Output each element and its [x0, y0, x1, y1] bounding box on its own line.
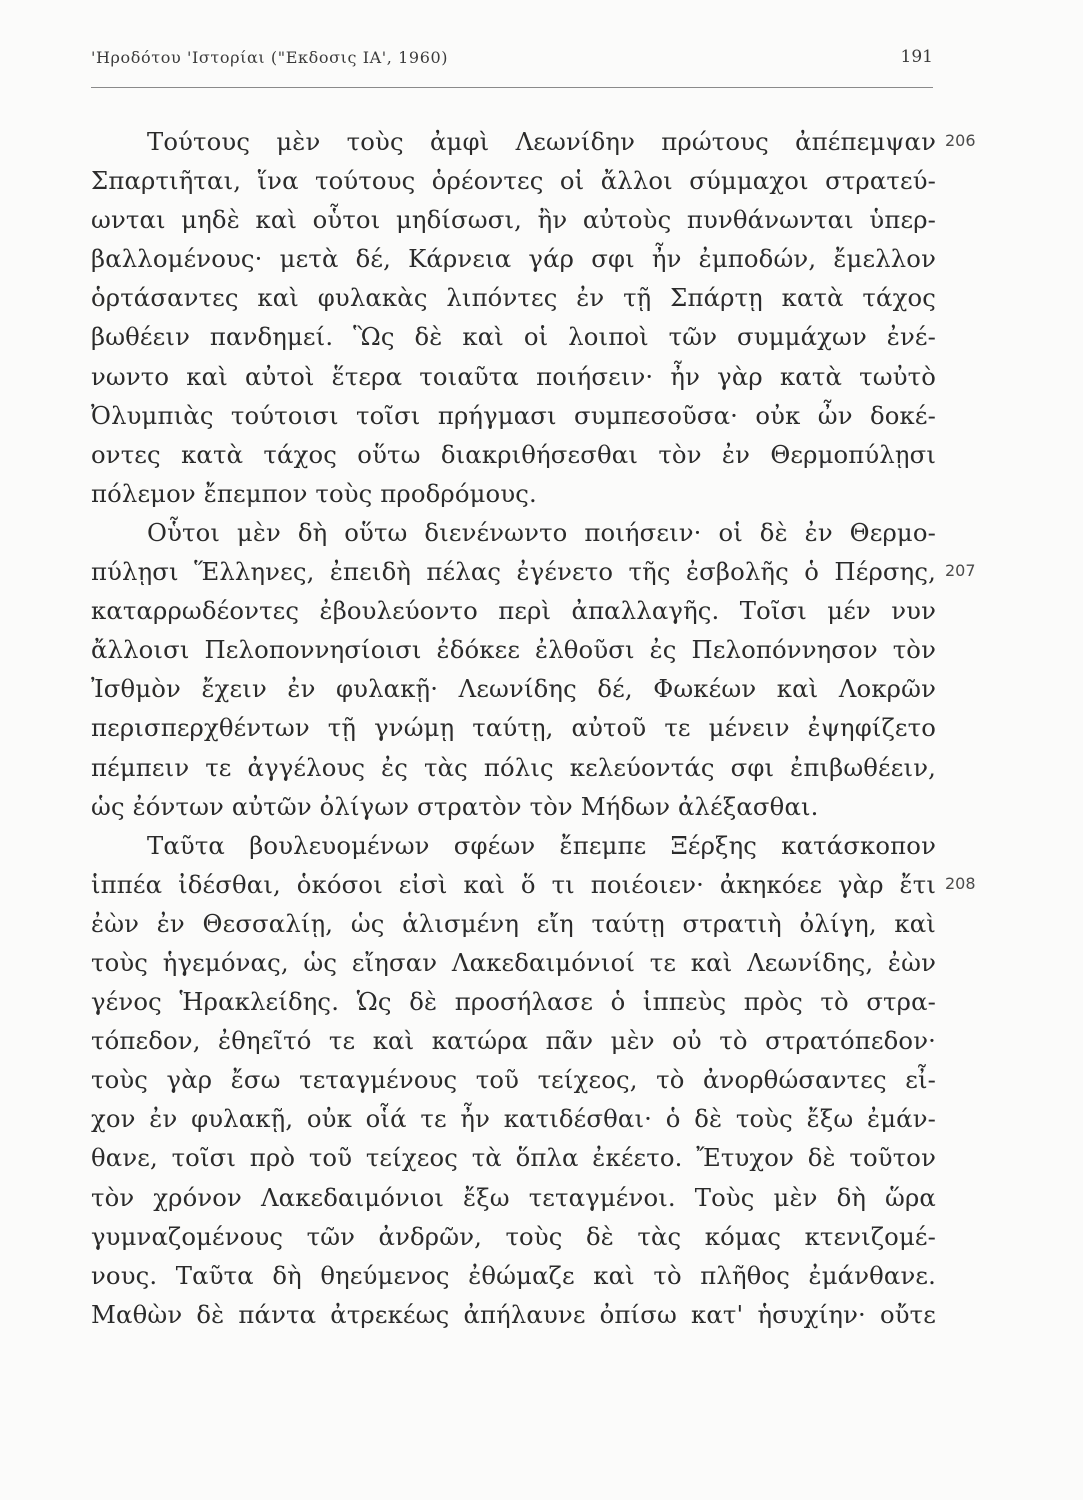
text-line: ἄλλοισι Πελοποννησίοισι ἐδόκεε ἐλθοῦσι ἐς Πελοπόννησον τὸν	[91, 635, 936, 665]
text-line: βωθέειν πανδημεί. Ὣς δὲ καὶ οἱ λοιποὶ τῶν συμμάχων ἐνέ-	[91, 322, 936, 352]
text-line: βαλλομένους· μετὰ δέ, Κάρνεια γάρ σφι ἦν ἐμποδών, ἔμελλον	[91, 244, 936, 274]
text-line: ἱππέα ἰδέσθαι, ὁκόσοι εἰσὶ καὶ ὅ τι ποιέοιεν· ἀκηκόεε γὰρ ἔτι	[91, 869, 936, 899]
body-text	[91, 122, 936, 1334]
text-line: τὸν χρόνον Λακεδαιμόνιοι ἔξω τεταγμένοι. Τοὺς μὲν δὴ ὥρα	[91, 1182, 936, 1212]
text-line: ωνται μηδὲ καὶ οὗτοι μηδίσωσι, ἢν αὐτοὺς πυνθάνωνται ὑπερ-	[91, 205, 936, 235]
text-line: χον ἐν φυλακῇ, οὐκ οἷά τε ἦν κατιδέσθαι· ὁ δὲ τοὺς ἔξω ἐμάν-	[91, 1104, 936, 1134]
text-line: Μαθὼν δὲ πάντα ἀτρεκέως ἀπήλαυνε ὀπίσω κατ' ἡσυχίην· οὔτε	[91, 1299, 936, 1329]
section-number: 208	[945, 874, 976, 893]
text-line: γυμναζομένους τῶν ἀνδρῶν, τοὺς δὲ τὰς κόμας κτενιζομέ-	[91, 1221, 936, 1251]
running-title: 'Ηροδότου 'Ιστορίαι ("Εκδοσις ΙΑ', 1960)	[91, 48, 449, 67]
text-line: Ταῦτα βουλευομένων σφέων ἔπεμπε Ξέρξης κατάσκοπον	[147, 830, 936, 860]
text-line: νους. Ταῦτα δὴ θηεύμενος ἐθώμαζε καὶ τὸ πλῆθος ἐμάνθανε.	[91, 1260, 936, 1290]
text-line: θανε, τοῖσι πρὸ τοῦ τείχεος τὰ ὅπλα ἐκέετο. Ἔτυχον δὲ τοῦτον	[91, 1143, 936, 1173]
text-line: Σπαρτιῆται, ἵνα τούτους ὁρέοντες οἱ ἄλλοι σύμμαχοι στρατεύ-	[91, 166, 936, 196]
text-line: τόπεδον, ἐθηεῖτό τε καὶ κατώρα πᾶν μὲν οὐ τὸ στρατόπεδον·	[91, 1026, 936, 1056]
text-line: Τούτους μὲν τοὺς ἀμφὶ Λεωνίδην πρώτους ἀπέπεμψαν	[147, 127, 936, 156]
text-line: οντες κατὰ τάχος οὕτω διακριθήσεσθαι τὸν ἐν Θερμοπύλῃσι	[91, 439, 936, 469]
text-line: ὡς ἐόντων αὐτῶν ὀλίγων στρατὸν τὸν Μήδων ἀλέξασθαι.	[91, 791, 819, 821]
section-number: 207	[945, 561, 976, 580]
text-line: καταρρωδέοντες ἐβουλεύοντο περὶ ἀπαλλαγῆς. Τοῖσι μέν νυν	[91, 596, 936, 626]
text-line: γένος Ἡρακλείδης. Ὡς δὲ προσήλασε ὁ ἱππεὺς πρὸς τὸ στρα-	[91, 987, 936, 1017]
text-line: Ἰσθμὸν ἔχειν ἐν φυλακῇ· Λεωνίδης δέ, Φωκέων καὶ Λοκρῶν	[91, 674, 936, 704]
page-number: 191	[900, 47, 933, 67]
section-number: 206	[945, 131, 976, 150]
text-line: πέμπειν τε ἀγγέλους ἐς τὰς πόλις κελεύοντάς σφι ἐπιβωθέειν,	[91, 752, 936, 782]
text-line: νωντο καὶ αὐτοὶ ἕτερα τοιαῦτα ποιήσειν· ἦν γὰρ κατὰ τωὐτὸ	[91, 361, 936, 391]
text-line: Οὗτοι μὲν δὴ οὕτω διενένωντο ποιήσειν· οἱ δὲ ἐν Θερμο-	[147, 517, 936, 547]
text-line: περισπερχθέντων τῇ γνώμῃ ταύτῃ, αὐτοῦ τε μένειν ἐψηφίζετο	[91, 713, 936, 743]
header-rule	[91, 87, 933, 88]
text-line: Ὀλυμπιὰς τούτοισι τοῖσι πρήγμασι συμπεσοῦσα· οὐκ ὦν δοκέ-	[91, 400, 936, 430]
text-line: πύλῃσι Ἕλληνες, ἐπειδὴ πέλας ἐγένετο τῆς ἐσβολῆς ὁ Πέρσης,	[91, 557, 936, 587]
text-line: τοὺς γὰρ ἔσω τεταγμένους τοῦ τείχεος, τὸ ἀνορθώσαντες εἶ-	[91, 1065, 936, 1095]
text-line: τοὺς ἡγεμόνας, ὡς εἴησαν Λακεδαιμόνιοί τε καὶ Λεωνίδης, ἐὼν	[91, 947, 936, 977]
text-line: ἐὼν ἐν Θεσσαλίῃ, ὡς ἁλισμένη εἴη ταύτῃ στρατιὴ ὀλίγη, καὶ	[91, 908, 936, 938]
running-head	[91, 44, 933, 78]
text-line: πόλεμον ἔπεμπον τοὺς προδρόμους.	[91, 478, 537, 508]
text-line: ὁρτάσαντες καὶ φυλακὰς λιπόντες ἐν τῇ Σπάρτῃ κατὰ τάχος	[91, 283, 936, 313]
